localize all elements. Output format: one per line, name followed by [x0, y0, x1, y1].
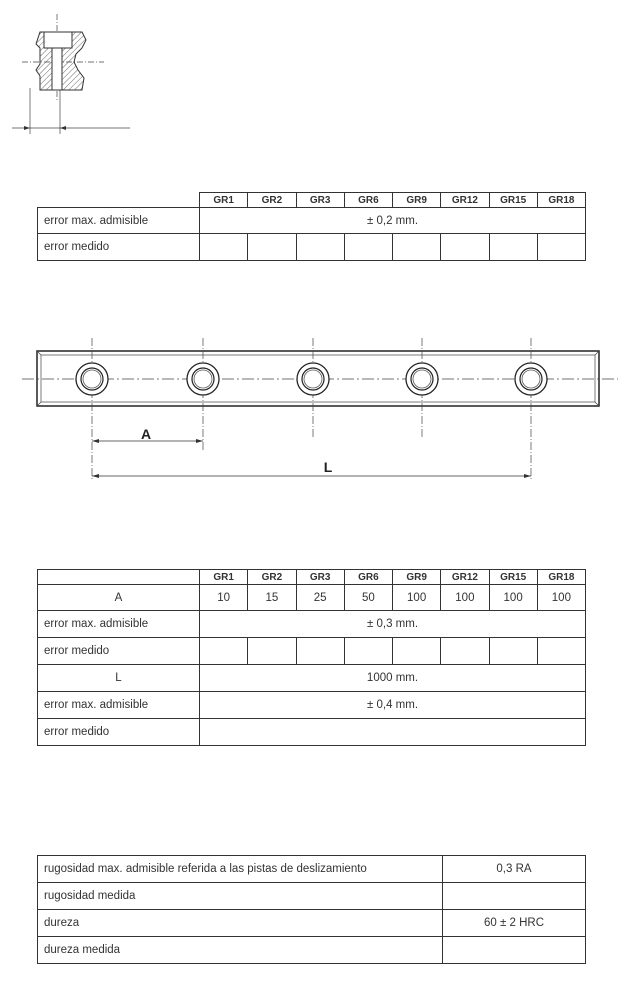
dimension-l-label: L — [323, 459, 333, 475]
tolerance-value: ± 0,3 mm. — [200, 611, 586, 638]
header-gr18: GR18 — [537, 193, 585, 208]
header-gr9: GR9 — [393, 193, 441, 208]
table-row — [38, 234, 586, 261]
header-gr18: GR18 — [537, 570, 585, 585]
measured-cell[interactable] — [441, 638, 489, 665]
row-label: error max. admisible — [38, 692, 200, 719]
hole — [76, 338, 108, 480]
l-value: 1000 mm. — [200, 665, 586, 692]
header-gr3: GR3 — [296, 193, 344, 208]
tolerance-value: ± 0,2 mm. — [200, 208, 586, 234]
row-label: error medido — [38, 719, 200, 746]
table-row — [38, 665, 586, 692]
a-value-cell: 15 — [248, 585, 296, 611]
table-row — [38, 638, 586, 665]
row-label: error max. admisible — [38, 611, 200, 638]
measured-cell[interactable] — [441, 234, 489, 261]
header-gr2: GR2 — [248, 193, 296, 208]
measured-cell[interactable] — [200, 234, 248, 261]
measured-cell[interactable] — [393, 234, 441, 261]
spec-value: 0,3 RA — [443, 856, 586, 883]
header-gr3: GR3 — [296, 570, 344, 585]
flatness-error-table — [37, 192, 586, 261]
row-label: error max. admisible — [38, 208, 200, 234]
measured-cell[interactable] — [344, 638, 392, 665]
table-row — [38, 937, 586, 964]
a-value-cell: 50 — [344, 585, 392, 611]
table-row — [38, 856, 586, 883]
tolerance-value: ± 0,4 mm. — [200, 692, 586, 719]
empty-cell — [38, 193, 200, 208]
bar-hole-pitch-drawing — [0, 330, 640, 490]
measured-cell[interactable] — [443, 883, 586, 910]
a-value-cell: 100 — [489, 585, 537, 611]
row-label: dureza — [38, 910, 443, 937]
table-row — [38, 208, 586, 234]
measured-cell[interactable] — [248, 638, 296, 665]
row-label: L — [38, 665, 200, 692]
row-label: A — [38, 585, 200, 611]
roughness-hardness-table — [37, 855, 586, 964]
a-value-cell: 100 — [393, 585, 441, 611]
header-gr1: GR1 — [200, 193, 248, 208]
measured-cell[interactable] — [200, 638, 248, 665]
header-gr9: GR9 — [393, 570, 441, 585]
row-label: dureza medida — [38, 937, 443, 964]
hole — [515, 338, 547, 480]
hole — [297, 338, 329, 438]
measured-cell[interactable] — [537, 234, 585, 261]
row-label: rugosidad medida — [38, 883, 443, 910]
pitch-error-table — [37, 569, 586, 746]
table-row — [38, 585, 586, 611]
header-gr1: GR1 — [200, 570, 248, 585]
measured-cell[interactable] — [296, 234, 344, 261]
header-gr15: GR15 — [489, 570, 537, 585]
measured-cell[interactable] — [489, 234, 537, 261]
dimension-a-label: A — [140, 426, 152, 442]
measured-cell[interactable] — [537, 638, 585, 665]
table-row — [38, 719, 586, 746]
hole — [406, 338, 438, 438]
empty-cell — [38, 570, 200, 585]
table-header-row — [38, 193, 586, 208]
header-gr6: GR6 — [344, 570, 392, 585]
header-gr12: GR12 — [441, 193, 489, 208]
header-gr15: GR15 — [489, 193, 537, 208]
measured-cell[interactable] — [393, 638, 441, 665]
a-value-cell: 10 — [200, 585, 248, 611]
table-row — [38, 883, 586, 910]
measured-cell[interactable] — [296, 638, 344, 665]
row-label: error medido — [38, 234, 200, 261]
measured-cell[interactable] — [200, 719, 586, 746]
measured-cell[interactable] — [248, 234, 296, 261]
spec-value: 60 ± 2 HRC — [443, 910, 586, 937]
table-row — [38, 692, 586, 719]
header-gr2: GR2 — [248, 570, 296, 585]
header-gr12: GR12 — [441, 570, 489, 585]
a-value-cell: 100 — [537, 585, 585, 611]
profile-cross-section-drawing — [0, 0, 200, 140]
measured-cell[interactable] — [443, 937, 586, 964]
measured-cell[interactable] — [489, 638, 537, 665]
table-row — [38, 611, 586, 638]
a-value-cell: 100 — [441, 585, 489, 611]
a-value-cell: 25 — [296, 585, 344, 611]
table-row — [38, 910, 586, 937]
header-gr6: GR6 — [344, 193, 392, 208]
table-header-row — [38, 570, 586, 585]
row-label: error medido — [38, 638, 200, 665]
measured-cell[interactable] — [344, 234, 392, 261]
row-label: rugosidad max. admisible referida a las pistas de deslizamiento — [38, 856, 443, 883]
